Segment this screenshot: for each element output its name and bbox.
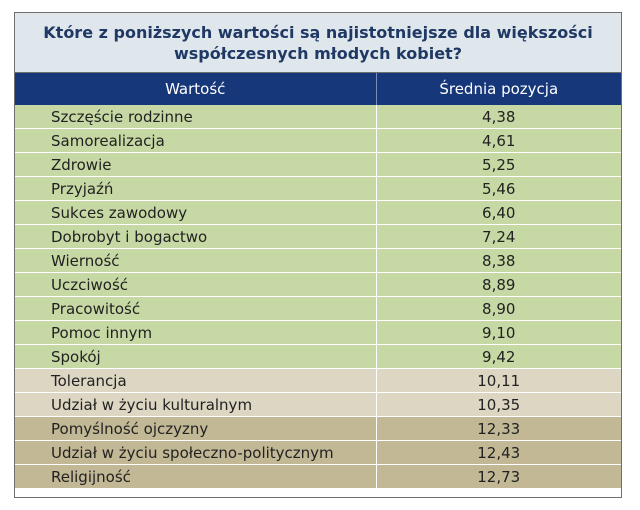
row-label: Udział w życiu kulturalnym (15, 393, 376, 417)
table-title: Które z poniższych wartości są najistotniejsze dla większości współczesnych młodych kobiet? (15, 13, 621, 73)
row-label: Dobrobyt i bogactwo (15, 225, 376, 249)
row-value: 8,38 (376, 249, 621, 273)
table-row (15, 273, 621, 297)
row-value: 9,42 (376, 345, 621, 369)
row-label: Wierność (15, 249, 376, 273)
table-row (15, 297, 621, 321)
table-row (15, 201, 621, 225)
table-row (15, 441, 621, 465)
row-label: Samorealizacja (15, 129, 376, 153)
row-value: 4,61 (376, 129, 621, 153)
column-header-value: Wartość (15, 73, 376, 105)
row-value: 8,90 (376, 297, 621, 321)
table-frame (14, 12, 622, 498)
row-label: Pomyślność ojczyzny (15, 417, 376, 441)
row-value: 8,89 (376, 273, 621, 297)
values-table (15, 73, 621, 489)
row-label: Uczciwość (15, 273, 376, 297)
row-label: Udział w życiu społeczno-politycznym (15, 441, 376, 465)
row-value: 7,24 (376, 225, 621, 249)
row-value: 6,40 (376, 201, 621, 225)
row-label: Sukces zawodowy (15, 201, 376, 225)
table-row (15, 129, 621, 153)
row-label: Zdrowie (15, 153, 376, 177)
row-value: 4,38 (376, 105, 621, 129)
table-row (15, 369, 621, 393)
row-value: 12,43 (376, 441, 621, 465)
row-value: 12,33 (376, 417, 621, 441)
row-label: Szczęście rodzinne (15, 105, 376, 129)
row-value: 5,25 (376, 153, 621, 177)
table-row (15, 393, 621, 417)
row-value: 9,10 (376, 321, 621, 345)
row-label: Religijność (15, 465, 376, 489)
table-row (15, 417, 621, 441)
table-row (15, 177, 621, 201)
table-row (15, 345, 621, 369)
table-row (15, 249, 621, 273)
row-label: Spokój (15, 345, 376, 369)
row-value: 12,73 (376, 465, 621, 489)
header-row (15, 73, 621, 105)
table-row (15, 321, 621, 345)
table-body (15, 105, 621, 489)
table-row (15, 153, 621, 177)
table-row (15, 105, 621, 129)
row-label: Pomoc innym (15, 321, 376, 345)
table-row (15, 465, 621, 489)
row-label: Tolerancja (15, 369, 376, 393)
row-label: Przyjaźń (15, 177, 376, 201)
row-value: 10,11 (376, 369, 621, 393)
column-header-average-position: Średnia pozycja (376, 73, 621, 105)
row-value: 10,35 (376, 393, 621, 417)
table-row (15, 225, 621, 249)
row-value: 5,46 (376, 177, 621, 201)
row-label: Pracowitość (15, 297, 376, 321)
